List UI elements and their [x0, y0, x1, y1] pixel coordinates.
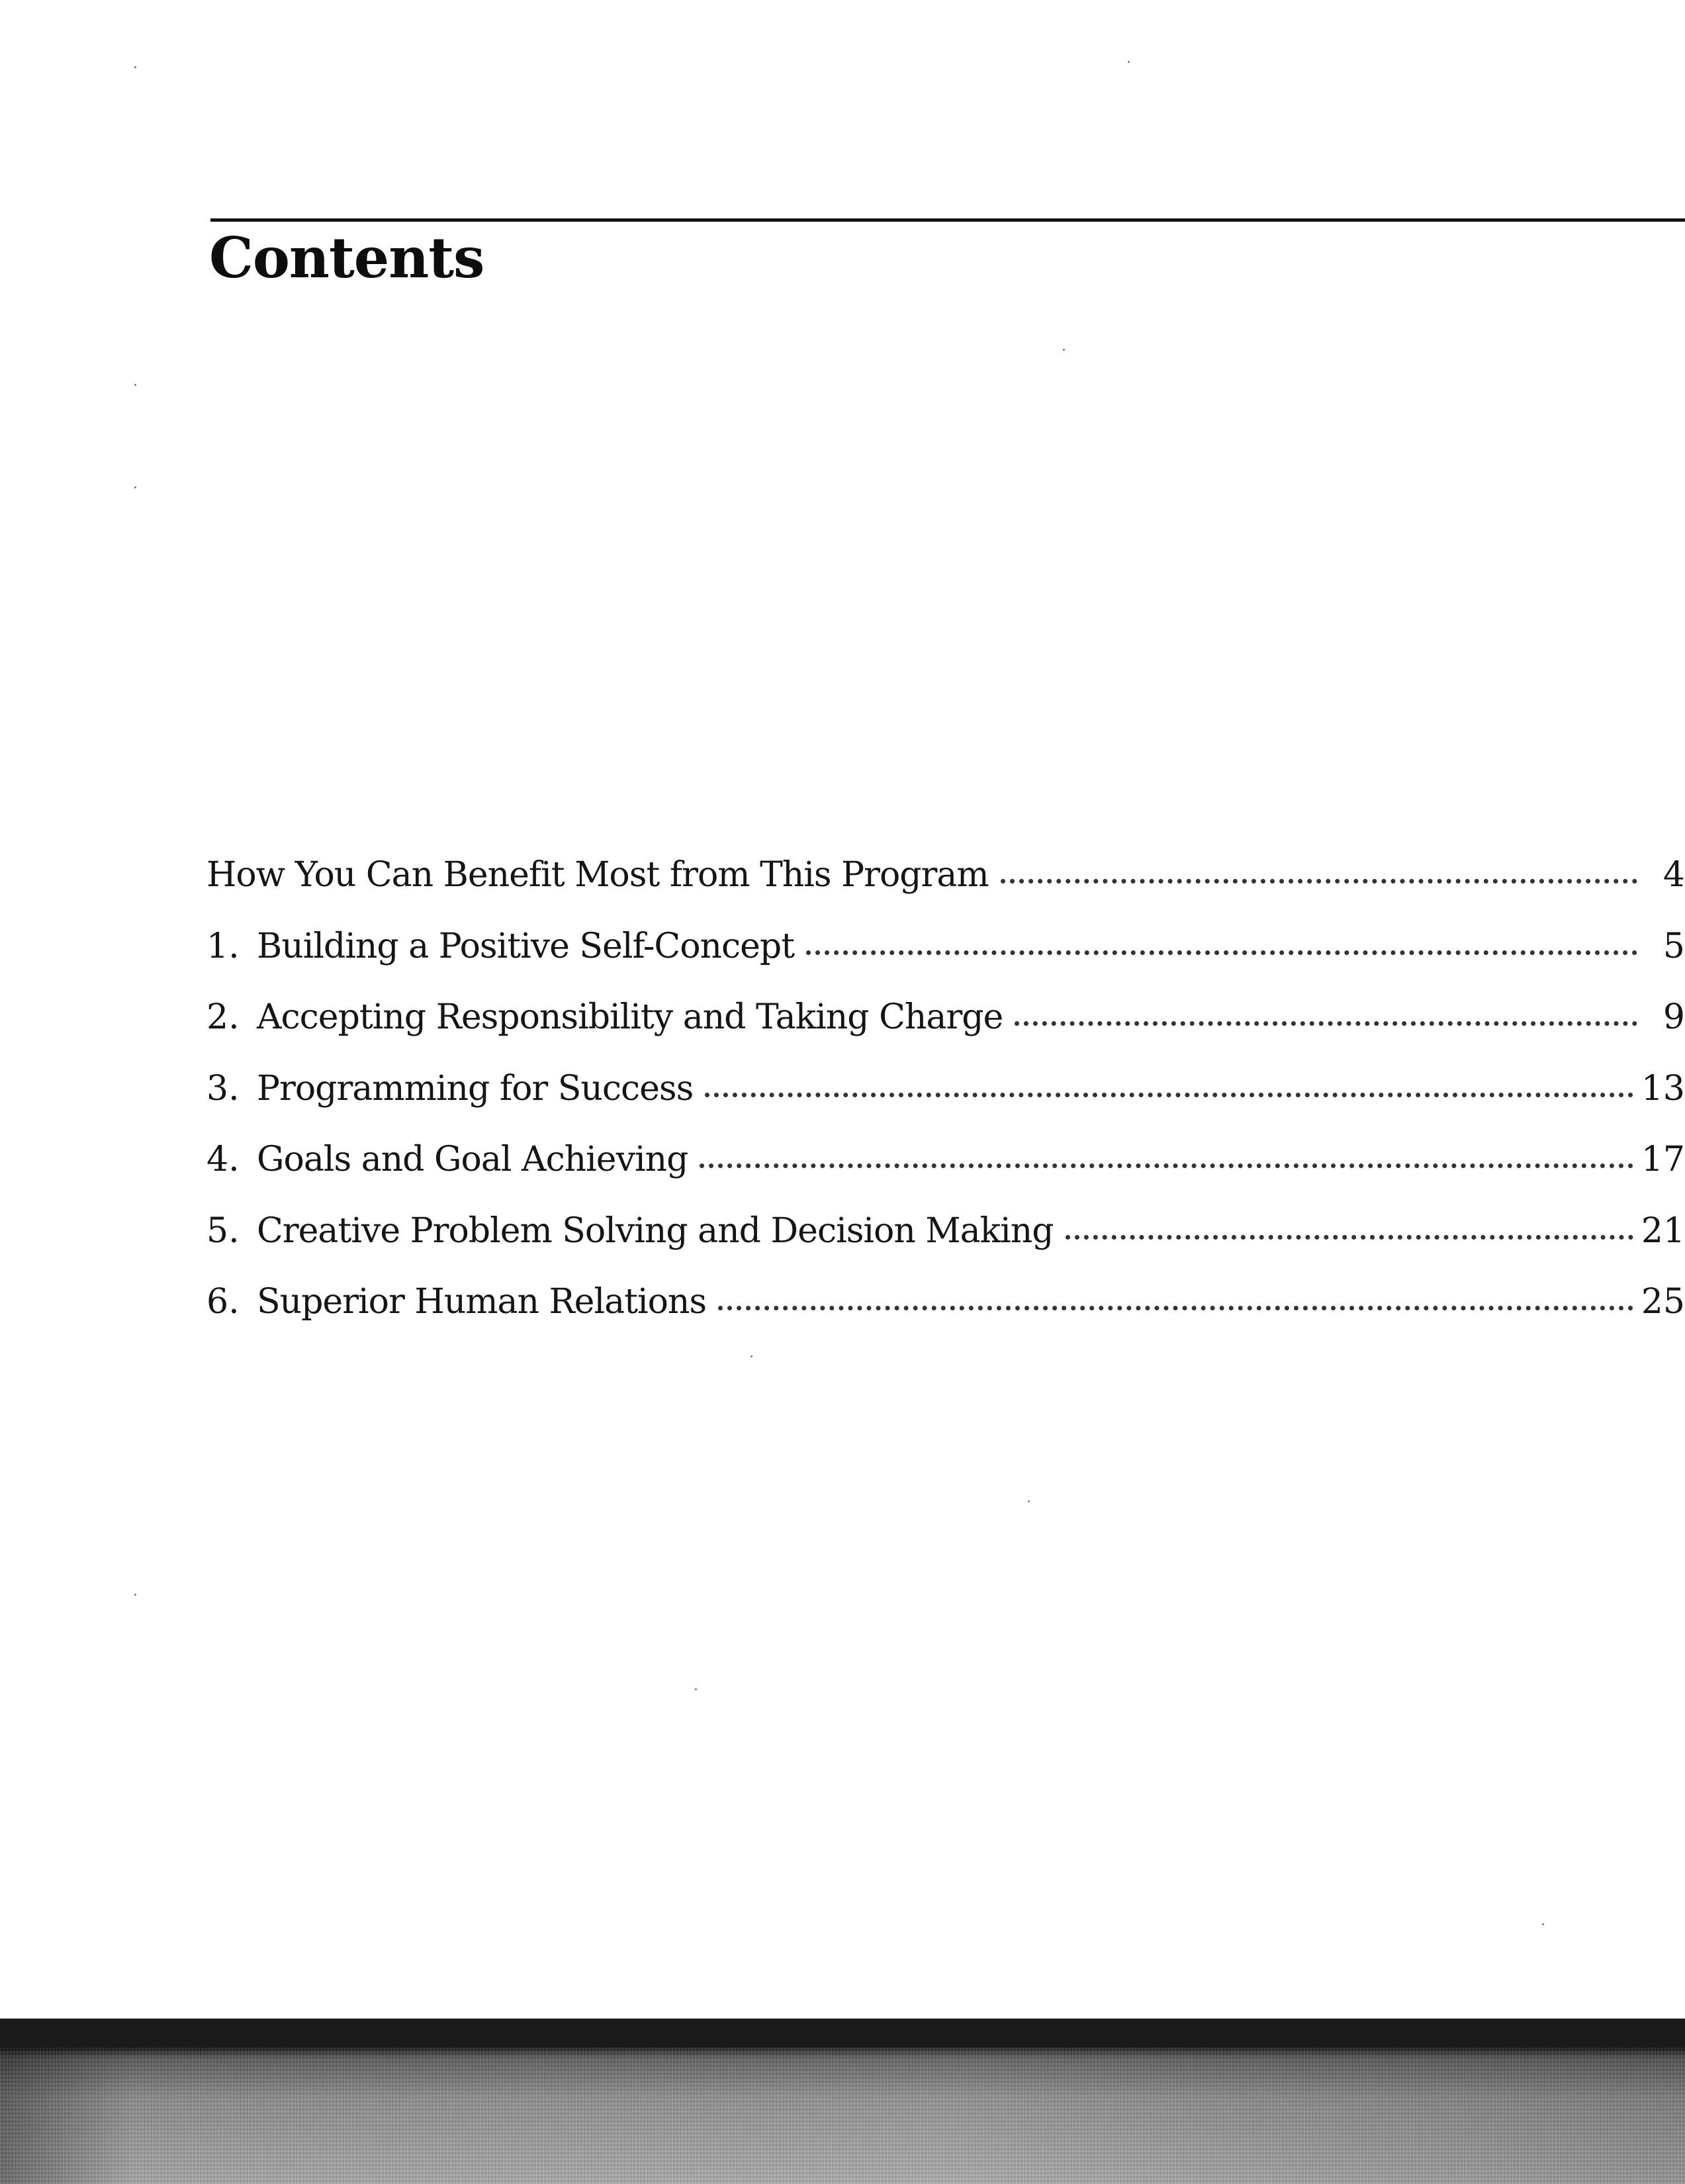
- toc-dot-leader: [1066, 1235, 1633, 1240]
- toc-entry-chapter-6[interactable]: [206, 1282, 1685, 1356]
- toc-entry-number: 4.: [206, 1140, 240, 1179]
- toc-entry-chapter-4[interactable]: [206, 1142, 1685, 1214]
- toc-entry-page: 9: [1662, 997, 1685, 1037]
- toc-entry-chapter-2[interactable]: [206, 997, 1685, 1071]
- toc-entry-chapter-5[interactable]: [206, 1210, 1685, 1285]
- scan-speck: [134, 384, 136, 386]
- toc-entry-chapter-1[interactable]: [206, 926, 1685, 1001]
- toc-entry-page: 17: [1641, 1140, 1685, 1179]
- toc-entry-chapter-3[interactable]: [206, 1068, 1685, 1143]
- scan-speck: [1128, 61, 1130, 63]
- toc-dot-leader: [705, 1093, 1633, 1097]
- toc-entry-number: 2.: [206, 997, 240, 1037]
- toc-entry-page: 4: [1662, 855, 1685, 895]
- toc-entry-page: 21: [1641, 1210, 1685, 1251]
- toc-entry-page: 13: [1641, 1068, 1685, 1109]
- table-of-contents: [206, 855, 1685, 1356]
- toc-entry-title: Accepting Responsibility and Taking Charge: [257, 997, 1003, 1037]
- toc-dot-leader: [806, 950, 1637, 955]
- toc-entry-number: 3.: [206, 1068, 240, 1109]
- scan-noise-texture: [0, 2048, 1685, 2184]
- toc-entry-page: 5: [1662, 926, 1685, 966]
- scan-speck: [751, 1355, 752, 1357]
- toc-entry-title: Superior Human Relations: [257, 1282, 707, 1322]
- scan-speck: [134, 486, 136, 488]
- toc-entry-title: Creative Problem Solving and Decision Making: [257, 1210, 1054, 1251]
- scan-speck: [1542, 1923, 1544, 1925]
- toc-entry-title: How You Can Benefit Most from This Program: [206, 855, 989, 895]
- toc-entry-title: Programming for Success: [257, 1068, 694, 1109]
- toc-dot-leader: [700, 1163, 1633, 1168]
- toc-entry-page: 25: [1641, 1282, 1685, 1322]
- toc-entry-title: Goals and Goal Achieving: [257, 1140, 688, 1179]
- toc-entry-number: 5.: [206, 1210, 240, 1251]
- scan-speck: [695, 1688, 697, 1690]
- toc-dot-leader: [1001, 879, 1637, 884]
- toc-dot-leader: [1015, 1021, 1637, 1026]
- header-rule: [210, 218, 1685, 222]
- scan-speck: [134, 1594, 136, 1596]
- toc-entry-intro[interactable]: [206, 855, 1685, 929]
- toc-dot-leader: [718, 1306, 1633, 1310]
- toc-entry-number: 1.: [206, 926, 240, 966]
- toc-entry-title: Building a Positive Self-Concept: [257, 926, 795, 966]
- page-title: Contents: [209, 225, 484, 291]
- scan-speck: [134, 66, 136, 68]
- scan-speck: [1063, 349, 1065, 351]
- scan-speck: [1028, 1500, 1030, 1502]
- toc-entry-number: 6.: [206, 1282, 240, 1322]
